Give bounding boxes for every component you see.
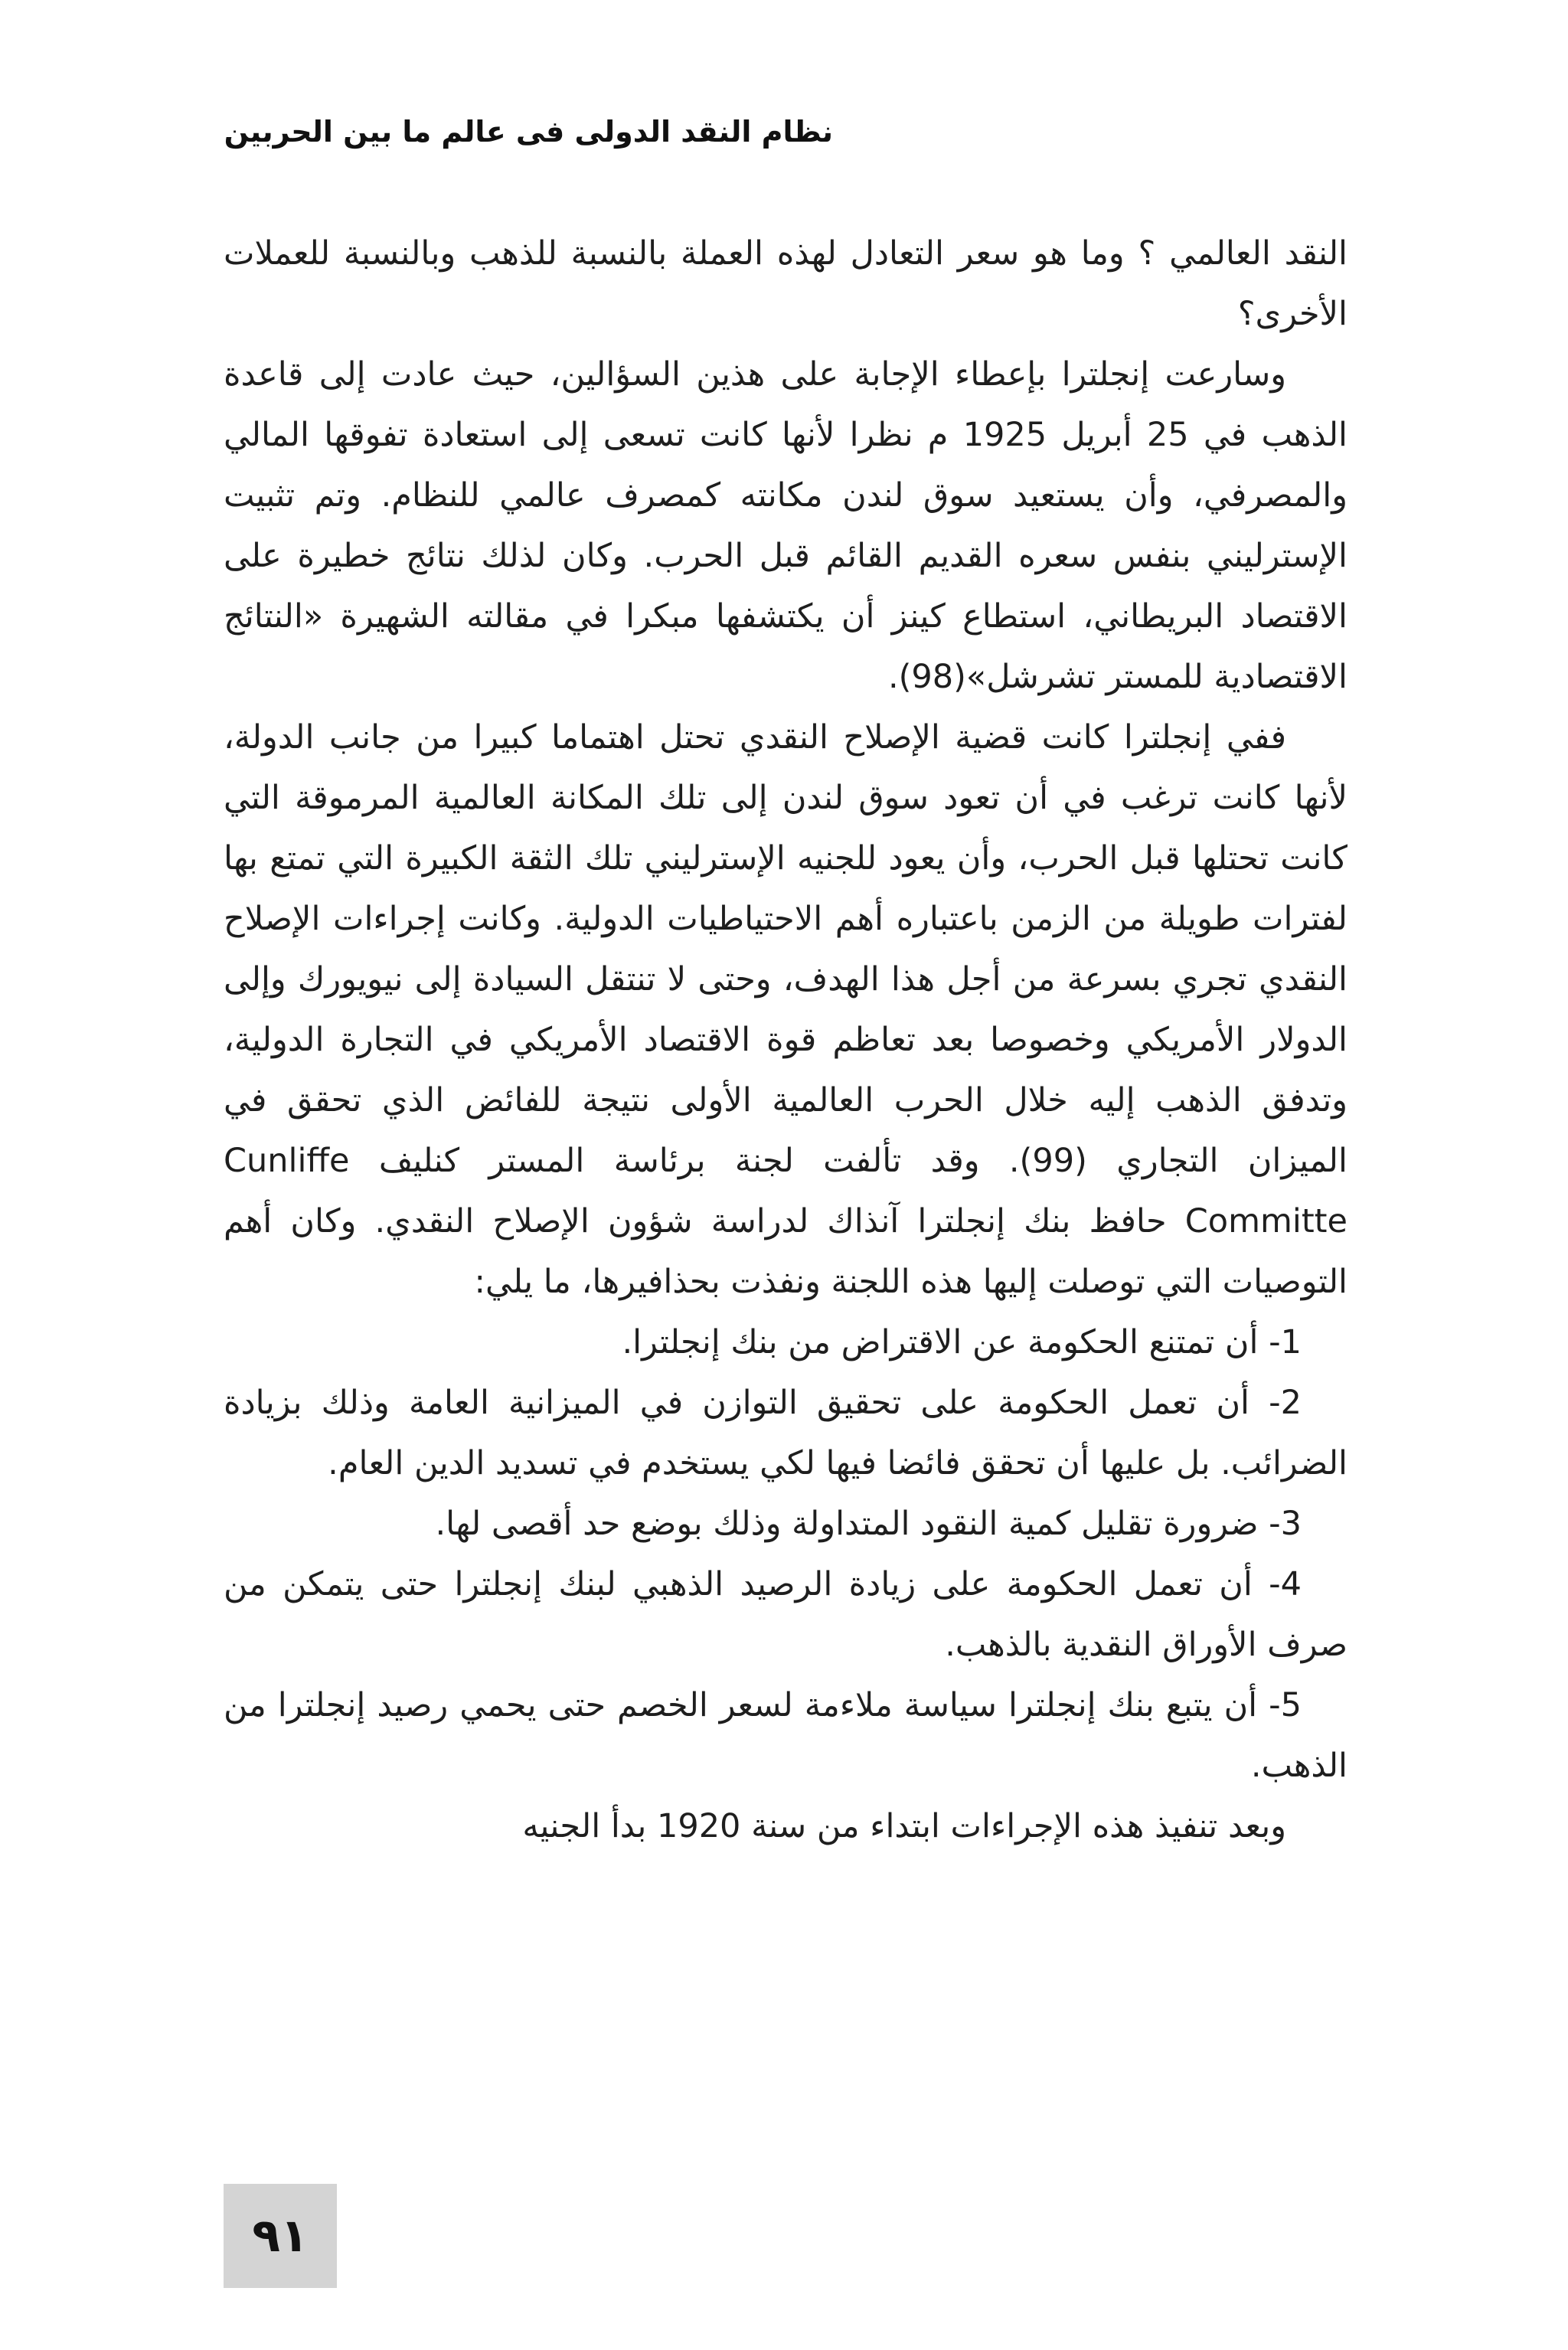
recommendation-item-4: 4- أن تعمل الحكومة على زيادة الرصيد الذهبي لبنك إنجلترا حتى يتمكن من صرف الأوراق النقدية بالذهب.: [224, 1565, 1348, 1664]
paragraph-monetary-reform: ففي إنجلترا كانت قضية الإصلاح النقدي تحتل اهتماما كبيرا من جانب الدولة، لأنها كانت ترغب في أن تعود سوق لندن إلى تلك المكانة العالمية المرموقة التي كانت تحتلها قبل الحرب، وأن يعود للجنيه الإسترليني تلك الثقة الكبيرة التي تمتع بها لفترات طويلة من الزمن باعتباره أهم الاحتياطيات الدولية. وكانت إجراءات الإصلاح النقدي تجري بسرعة من أجل هذا الهدف، وحتى لا تنتقل السيادة إلى نيويورك وإلى الدولار الأمريكي وخصوصا بعد تعاظم قوة الاقتصاد الأمريكي في التجارة الدولية، وتدفق الذهب إليه خلال الحرب العالمية الأولى نتيجة للفائض الذي تحقق في الميزان التجاري (99). وقد تألفت لجنة برئاسة المستر كنليف Cunliffe Committe حافظ بنك إنجلترا آنذاك لدراسة شؤون الإصلاح النقدي. وكان أهم التوصيات التي توصلت إليها هذه اللجنة ونفذت بحذافيرها، ما يلي:: [224, 718, 1348, 1301]
paragraph-england-gold-standard: وسارعت إنجلترا بإعطاء الإجابة على هذين السؤالين، حيث عادت إلى قاعدة الذهب في 25 أبريل 1925 م نظرا لأنها كانت تسعى إلى استعادة تفوقها المالي والمصرفي، وأن يستعيد سوق لندن مكانته كمصرف عالمي للنظام. وتم تثبيت الإسترليني بنفس سعره القديم القائم قبل الحرب. وكان لذلك نتائج خطيرة على الاقتصاد البريطاني، استطاع كينز أن يكتشفها مبكرا في مقالته الشهيرة «النتائج الاقتصادية للمستر تشرشل»(98).: [224, 355, 1348, 696]
body-text: [224, 224, 1348, 1857]
paragraph-continuation: النقد العالمي ؟ وما هو سعر التعادل لهذه العملة بالنسبة للذهب وبالنسبة للعملات الأخرى؟: [224, 234, 1348, 333]
recommendation-item-1: 1- أن تمتنع الحكومة عن الاقتراض من بنك إنجلترا.: [622, 1323, 1302, 1361]
recommendation-item-5: 5- أن يتبع بنك إنجلترا سياسة ملاءمة لسعر الخصم حتى يحمي رصيد إنجلترا من الذهب.: [224, 1686, 1348, 1785]
page-number-box: [224, 2184, 337, 2288]
running-header-title: نظام النقد الدولى فى عالم ما بين الحربين: [224, 115, 833, 149]
recommendation-item-2: 2- أن تعمل الحكومة على تحقيق التوازن في الميزانية العامة وذلك بزيادة الضرائب. بل عليها أن تحقق فائضا فيها لكي يستخدم في تسديد الدين العام.: [224, 1384, 1348, 1482]
recommendation-item-3: 3- ضرورة تقليل كمية النقود المتداولة وذلك بوضع حد أقصى لها.: [435, 1505, 1302, 1543]
paragraph-final-line: وبعد تنفيذ هذه الإجراءات ابتداء من سنة 1920 بدأ الجنيه: [522, 1807, 1286, 1845]
page-number: ٩١: [252, 2209, 309, 2263]
